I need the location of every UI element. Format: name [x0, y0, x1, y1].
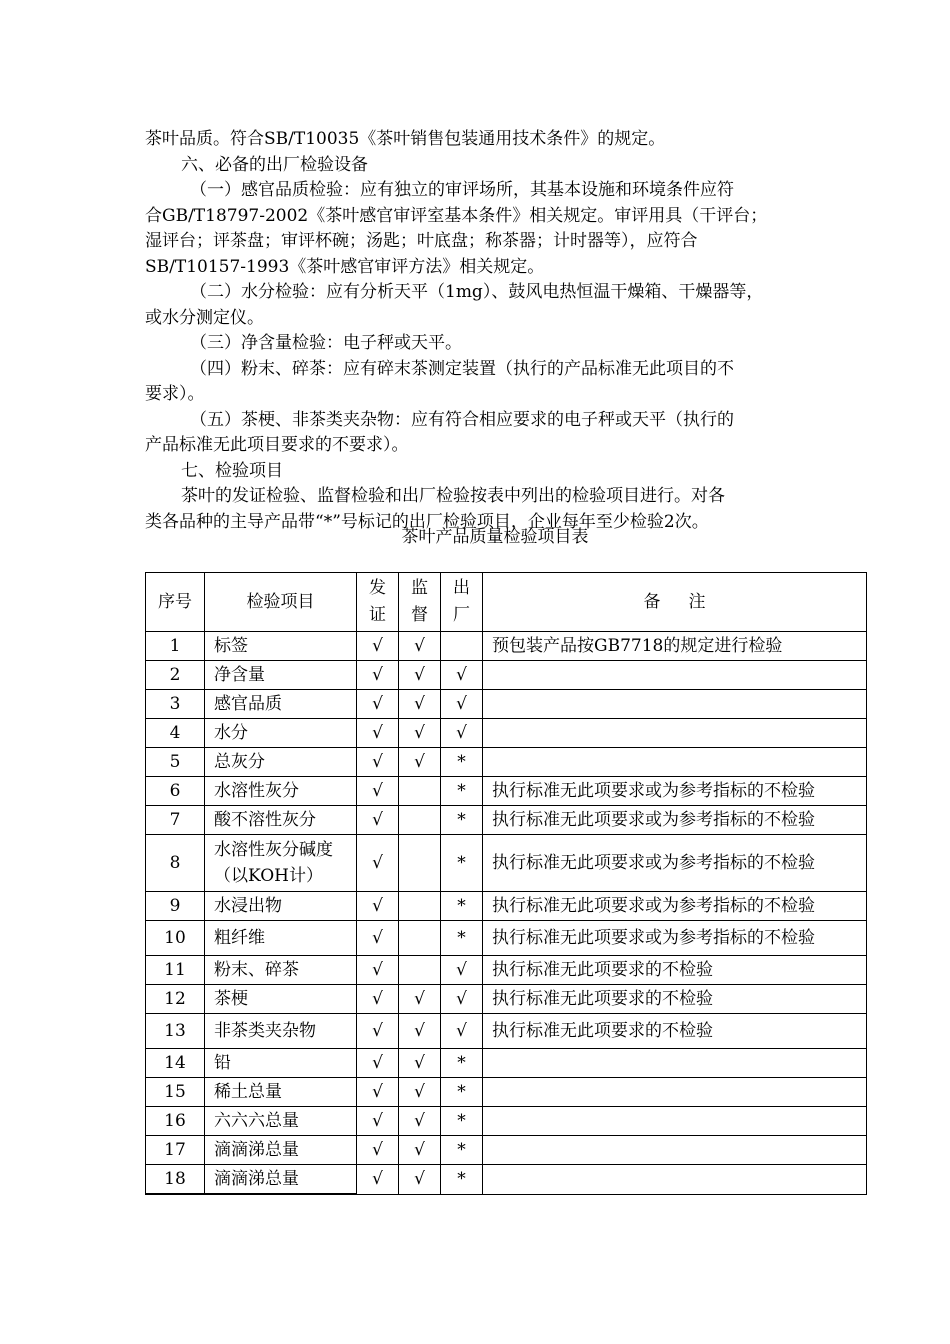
- cell-supervise: [399, 806, 441, 835]
- header-remark: [483, 573, 867, 632]
- cell-factory: √: [441, 690, 483, 719]
- cell-factory: *: [441, 1136, 483, 1165]
- header-factory: [441, 573, 483, 632]
- table-row: [146, 892, 867, 921]
- cell-no: 11: [146, 956, 205, 985]
- cell-item: 酸不溶性灰分: [205, 806, 357, 835]
- cell-cert: √: [357, 1136, 399, 1165]
- paragraph-line: 要求）。: [145, 384, 205, 404]
- cell-factory: √: [441, 1014, 483, 1049]
- cell-item: 水浸出物: [205, 892, 357, 921]
- cell-no: 12: [146, 985, 205, 1014]
- table-header-row: [146, 573, 867, 632]
- cell-remark: [483, 748, 867, 777]
- header-remark-label: 备注: [643, 591, 734, 612]
- table-row: [146, 632, 867, 661]
- table-row: [146, 719, 867, 748]
- cell-item: 非茶类夹杂物: [205, 1014, 357, 1049]
- cell-item: 滴滴涕总量: [205, 1165, 357, 1195]
- cell-cert: √: [357, 1107, 399, 1136]
- cell-cert: √: [357, 1078, 399, 1107]
- cell-no: 8: [146, 835, 205, 892]
- body-text: [145, 127, 820, 535]
- paragraph-line: SB/T10157-1993《茶叶感官审评方法》相关规定。: [145, 256, 545, 277]
- cell-cert: √: [357, 1165, 399, 1195]
- header-supervise-bottom: 督: [411, 605, 428, 625]
- cell-remark: 执行标准无此项要求的不检验: [483, 1014, 867, 1049]
- table-row: [146, 661, 867, 690]
- inspection-items-table: [145, 572, 867, 1195]
- table-row: [146, 777, 867, 806]
- cell-item: 感官品质: [205, 690, 357, 719]
- cell-remark: 执行标准无此项要求的不检验: [483, 985, 867, 1014]
- cell-remark: [483, 1165, 867, 1195]
- table-row: [146, 921, 867, 956]
- cell-factory: *: [441, 835, 483, 892]
- cell-no: 15: [146, 1078, 205, 1107]
- section-heading: 七、检验项目: [181, 460, 283, 481]
- cell-supervise: √: [399, 690, 441, 719]
- cell-remark: [483, 1136, 867, 1165]
- cell-supervise: [399, 921, 441, 956]
- header-cert-top: 发: [369, 578, 386, 598]
- cell-supervise: √: [399, 985, 441, 1014]
- cell-supervise: √: [399, 719, 441, 748]
- cell-supervise: √: [399, 632, 441, 661]
- cell-item: 水分: [205, 719, 357, 748]
- cell-factory: *: [441, 806, 483, 835]
- paragraph-line: 类各品种的主导产品带“*”号标记的出厂检验项目，企业每年至少检验2次。: [145, 511, 709, 532]
- cell-no: 5: [146, 748, 205, 777]
- paragraph-line: （一）感官品质检验：应有独立的审评场所，其基本设施和环境条件应符: [190, 180, 734, 200]
- cell-remark: [483, 690, 867, 719]
- paragraph-line: 湿评台；评茶盘；审评杯碗；汤匙；叶底盘；称茶器；计时器等），应符合: [145, 231, 698, 251]
- table-row: [146, 806, 867, 835]
- cell-no: 10: [146, 921, 205, 956]
- cell-supervise: √: [399, 1107, 441, 1136]
- cell-cert: √: [357, 690, 399, 719]
- table-row: [146, 748, 867, 777]
- header-item: 检验项目: [205, 573, 357, 632]
- cell-factory: √: [441, 985, 483, 1014]
- table-row: [146, 985, 867, 1014]
- cell-factory: √: [441, 956, 483, 985]
- cell-supervise: √: [399, 748, 441, 777]
- cell-remark: [483, 661, 867, 690]
- cell-cert: √: [357, 921, 399, 956]
- cell-supervise: √: [399, 1165, 441, 1195]
- cell-supervise: [399, 777, 441, 806]
- cell-factory: √: [441, 719, 483, 748]
- cell-item: 标签: [205, 632, 357, 661]
- cell-supervise: √: [399, 1078, 441, 1107]
- cell-factory: *: [441, 1049, 483, 1078]
- header-no: 序号: [146, 573, 205, 632]
- cell-factory: *: [441, 1165, 483, 1195]
- header-factory-bottom: 厂: [453, 605, 470, 625]
- header-supervise: [399, 573, 441, 632]
- cell-item: 净含量: [205, 661, 357, 690]
- table-row: [146, 956, 867, 985]
- cell-supervise: √: [399, 1049, 441, 1078]
- cell-item: 水溶性灰分: [205, 777, 357, 806]
- cell-factory: *: [441, 777, 483, 806]
- table-row: [146, 1165, 867, 1195]
- paragraph-line: （二）水分检验：应有分析天平（1mg）、鼓风电热恒温干燥箱、干燥器等，: [190, 282, 764, 302]
- cell-supervise: [399, 835, 441, 892]
- table-row: [146, 1014, 867, 1049]
- cell-cert: √: [357, 661, 399, 690]
- cell-supervise: √: [399, 1014, 441, 1049]
- cell-factory: *: [441, 892, 483, 921]
- cell-no: 7: [146, 806, 205, 835]
- table-row: [146, 1107, 867, 1136]
- cell-no: 9: [146, 892, 205, 921]
- cell-supervise: √: [399, 661, 441, 690]
- cell-cert: √: [357, 892, 399, 921]
- header-factory-top: 出: [453, 578, 470, 598]
- cell-remark: [483, 719, 867, 748]
- header-cert: [357, 573, 399, 632]
- cell-no: 14: [146, 1049, 205, 1078]
- cell-cert: √: [357, 956, 399, 985]
- cell-no: 17: [146, 1136, 205, 1165]
- cell-remark: 执行标准无此项要求或为参考指标的不检验: [483, 921, 867, 956]
- cell-supervise: [399, 892, 441, 921]
- cell-no: 18: [146, 1165, 205, 1195]
- table-row: [146, 690, 867, 719]
- cell-remark: 执行标准无此项要求或为参考指标的不检验: [483, 835, 867, 892]
- cell-item: 稀土总量: [205, 1078, 357, 1107]
- table-title: 茶叶产品质量检验项目表: [401, 527, 589, 547]
- cell-factory: *: [441, 1107, 483, 1136]
- cell-no: 16: [146, 1107, 205, 1136]
- paragraph-line: （五）茶梗、非茶类夹杂物：应有符合相应要求的电子秤或天平（执行的: [190, 409, 734, 430]
- cell-cert: √: [357, 632, 399, 661]
- cell-factory: *: [441, 748, 483, 777]
- cell-factory: [441, 632, 483, 661]
- cell-remark: [483, 1049, 867, 1078]
- cell-item: 六六六总量: [205, 1107, 357, 1136]
- cell-cert: √: [357, 748, 399, 777]
- cell-item: 铅: [205, 1049, 357, 1078]
- cell-cert: √: [357, 1049, 399, 1078]
- paragraph-line: 产品标准无此项目要求的不要求）。: [145, 435, 409, 455]
- cell-cert: √: [357, 985, 399, 1014]
- cell-remark: 执行标准无此项要求或为参考指标的不检验: [483, 777, 867, 806]
- header-supervise-top: 监: [411, 578, 428, 598]
- cell-cert: √: [357, 835, 399, 892]
- cell-supervise: √: [399, 1136, 441, 1165]
- cell-no: 1: [146, 632, 205, 661]
- cell-item-line2: （以KOH计）: [214, 866, 324, 886]
- cell-remark: 执行标准无此项要求的不检验: [483, 956, 867, 985]
- cell-item: [205, 835, 357, 892]
- cell-remark: [483, 1078, 867, 1107]
- cell-factory: *: [441, 1078, 483, 1107]
- cell-no: 3: [146, 690, 205, 719]
- cell-no: 2: [146, 661, 205, 690]
- cell-supervise: [399, 956, 441, 985]
- paragraph-line: （三）净含量检验：电子秤或天平。: [190, 333, 462, 353]
- cell-no: 13: [146, 1014, 205, 1049]
- cell-item: 粉末、碎茶: [205, 956, 357, 985]
- cell-remark: 执行标准无此项要求或为参考指标的不检验: [483, 806, 867, 835]
- table-row: [146, 835, 867, 892]
- paragraph-line: 茶叶品质。符合SB/T10035《茶叶销售包装通用技术条件》的规定。: [145, 129, 666, 149]
- paragraph-line: 合GB/T18797-2002《茶叶感官审评室基本条件》相关规定。审评用具（干评台；: [145, 205, 768, 226]
- paragraph-line: （四）粉末、碎茶：应有碎末茶测定装置（执行的产品标准无此项目的不: [190, 358, 734, 379]
- cell-remark: 执行标准无此项要求或为参考指标的不检验: [483, 892, 867, 921]
- cell-cert: √: [357, 777, 399, 806]
- cell-item: 总灰分: [205, 748, 357, 777]
- cell-item: 滴滴涕总量: [205, 1136, 357, 1165]
- cell-remark: [483, 1107, 867, 1136]
- header-cert-bottom: 证: [369, 605, 386, 625]
- cell-remark: 预包装产品按GB7718的规定进行检验: [483, 632, 867, 661]
- table-row: [146, 1136, 867, 1165]
- table-row: [146, 1078, 867, 1107]
- cell-no: 6: [146, 777, 205, 806]
- cell-cert: √: [357, 806, 399, 835]
- paragraph-line: 或水分测定仪。: [145, 307, 264, 328]
- cell-factory: *: [441, 921, 483, 956]
- cell-item: 茶梗: [205, 985, 357, 1014]
- paragraph-line: 茶叶的发证检验、监督检验和出厂检验按表中列出的检验项目进行。对各: [181, 486, 725, 506]
- cell-factory: √: [441, 661, 483, 690]
- cell-cert: √: [357, 719, 399, 748]
- section-heading: 六、必备的出厂检验设备: [181, 154, 368, 175]
- cell-cert: √: [357, 1014, 399, 1049]
- table-row: [146, 1049, 867, 1078]
- cell-item-line1: 水溶性灰分碱度: [214, 840, 333, 860]
- cell-item: 粗纤维: [205, 921, 357, 956]
- cell-no: 4: [146, 719, 205, 748]
